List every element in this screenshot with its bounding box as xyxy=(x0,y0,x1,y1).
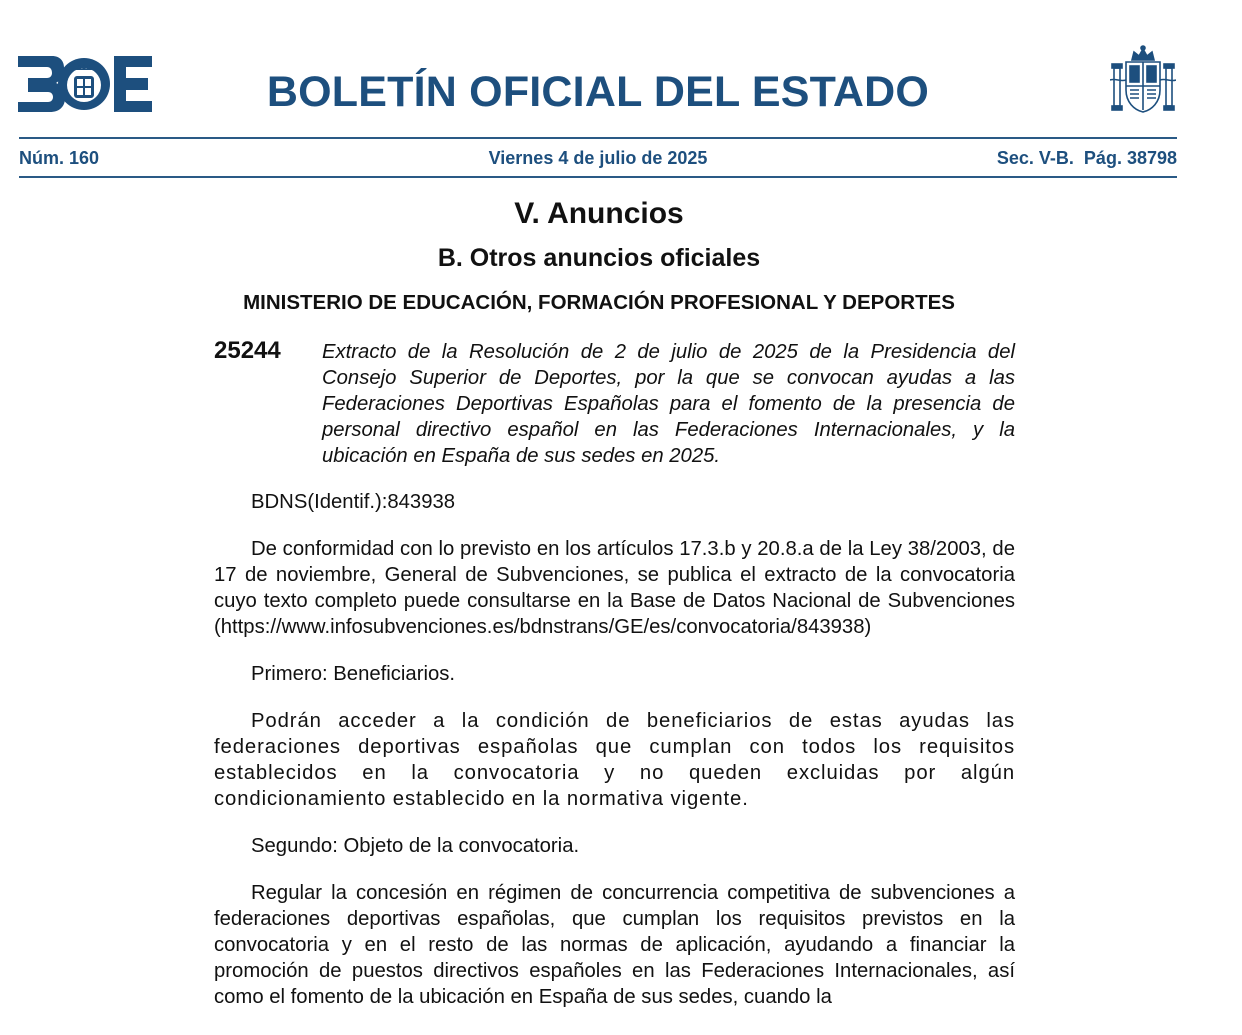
announcement-number: 25244 xyxy=(214,337,281,364)
masthead xyxy=(0,0,1242,135)
issue-number: Núm. 160 xyxy=(19,148,100,168)
announcement-summary: Extracto de la Resolución de 2 de julio de 2025 de la Presidencia del Consejo Superior de Deportes, por la que se convocan ayudas a las Federaciones Deportivas Españolas para el fomento de la presencia de personal directivo español en las Federaciones Internacionales, y la ubicación en España de sus sedes en 2025. xyxy=(322,341,1015,467)
issue-date: Viernes 4 de julio de 2025 xyxy=(488,148,708,168)
subsection-title: B. Otros anuncios oficiales xyxy=(437,244,761,272)
ministry-heading: MINISTERIO DE EDUCACIÓN, FORMACIÓN PROFESIONAL Y DEPORTES xyxy=(243,291,955,314)
boe-logo-icon xyxy=(18,56,152,112)
document-body xyxy=(214,489,1015,1031)
section-title: V. Anuncios xyxy=(514,197,684,230)
body-paragraph: Podrán acceder a la condición de beneficiarios de estas ayudas las federaciones deportivas españolas que cumplan con todos los requisitos establecidos en la convocatoria y no queden excluidas por algún condicionamiento establecido en la normativa vigente. xyxy=(214,710,1015,810)
header-top-rule xyxy=(19,137,1177,139)
section-page: Sec. V-B. Pág. 38798 xyxy=(996,148,1177,168)
issue-meta-bar xyxy=(19,146,1177,170)
journal-title: BOLETÍN OFICIAL DEL ESTADO xyxy=(266,68,930,116)
bdns-identifier: BDNS(Identif.):843938 xyxy=(251,491,456,513)
body-paragraph: De conformidad con lo previsto en los artículos 17.3.b y 20.8.a de la Ley 38/2003, de 17 de noviembre, General de Subvenciones, se publica el extracto de la convocatoria cuyo texto completo puede consultarse en la Base de Datos Nacional de Subvenciones (https://www.infosubvenciones.es/bdnstrans/GE/es/convocatoria/843938) xyxy=(214,538,1015,638)
clause-heading-second: Segundo: Objeto de la convocatoria. xyxy=(251,835,580,857)
clause-heading-first: Primero: Beneficiarios. xyxy=(251,663,456,685)
body-paragraph: Regular la concesión en régimen de concurrencia competitiva de subvenciones a federaciones deportivas españolas, que cumplan los requisitos previstos en la convocatoria y en el resto de las normas de aplicación, ayudando a financiar la promoción de puestos directivos españoles en las Federaciones Internacionales, así como el fomento de la ubicación en España de sus sedes, cuando la xyxy=(214,882,1015,1008)
header-bottom-rule xyxy=(19,176,1177,178)
coat-of-arms-icon xyxy=(1110,44,1176,116)
